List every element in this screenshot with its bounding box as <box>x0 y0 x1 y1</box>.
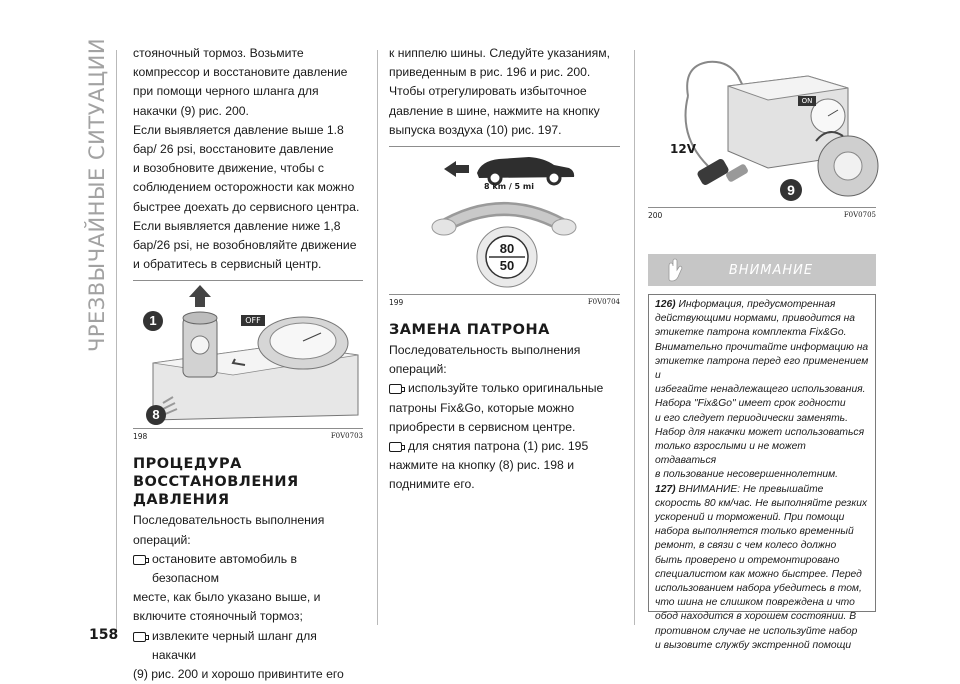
text-line: Набор для накачки может использоваться <box>655 426 865 438</box>
callout-1: 1 <box>143 311 163 331</box>
text-line: скорость 80 км/час. Не выполняйте резких <box>655 497 868 509</box>
text-line: выпуска воздуха (10) рис. 197. <box>389 122 562 137</box>
text-line: операций: <box>133 532 191 547</box>
text-line: Если выявляется давление ниже 1,8 <box>133 218 341 233</box>
text-line: давление в шине, нажмите на кнопку <box>389 103 600 118</box>
text-line: приведенным в рис. 196 и рис. 200. <box>389 65 591 80</box>
text-line: бар/ 26 psi, восстановите давление <box>133 142 334 157</box>
text-line: (9) рис. 200 и хорошо привинтите его <box>133 667 344 682</box>
text-line: операций: <box>389 362 447 377</box>
column-2 <box>389 44 620 495</box>
column-3 <box>648 56 876 220</box>
text-line: соблюдением осторожности как можно <box>133 180 355 195</box>
figure-caption <box>133 432 363 441</box>
warning-note <box>655 298 869 312</box>
figure-top-rule <box>389 146 620 147</box>
text-line: включите стояночный тормоз; <box>133 609 303 624</box>
text-line: Набора "Fix&Go" имеет срок годности <box>655 398 846 410</box>
figure-caption <box>389 298 620 307</box>
speed-label: 8 km / 5 mi <box>484 182 534 192</box>
text-line: бар/26 psi, не возобновляйте движение <box>133 238 357 253</box>
figure-198 <box>133 285 363 425</box>
figure-code: F0V0705 <box>843 211 876 219</box>
list-item-text: для снятия патрона (1) рис. 195 <box>408 439 589 454</box>
section-heading-cartridge-replacement: ЗАМЕНА ПАТРОНА <box>389 322 550 339</box>
text-line: противном случае не используйте набор <box>655 625 858 637</box>
column-divider-2 <box>634 50 635 625</box>
heading-line: ДАВЛЕНИЯ <box>133 492 230 509</box>
text-line: ремонт, в связи с чем колесо должно <box>655 540 837 552</box>
text-line: компрессор и восстановите давление <box>133 65 348 80</box>
text-line: при помощи черного шланга для <box>133 84 319 99</box>
page-number: 158 <box>89 627 119 643</box>
list-item <box>389 437 620 456</box>
figure-code: F0V0703 <box>330 432 363 441</box>
text-line: накачки (9) рис. 200. <box>133 103 249 118</box>
figure-top-rule <box>133 280 363 281</box>
text-line: Последовательность выполнения <box>389 343 581 358</box>
text-line: использованием набора убедитесь в том, <box>655 583 862 595</box>
warning-box <box>648 294 876 651</box>
note-number: 127) <box>655 483 676 495</box>
text-line: в пользование несовершеннолетним. <box>655 469 839 481</box>
text-line: Последовательность выполнения <box>133 513 325 528</box>
compressor-tire-illustration <box>648 56 876 204</box>
text-line: избегайте ненадлежащего использования. <box>655 384 866 396</box>
text-line: набора выполняется только временный <box>655 526 854 538</box>
text-line: приобрести в сервисном центре. <box>389 419 576 434</box>
text-line: Если выявляется давление выше 1.8 <box>133 122 344 137</box>
text-line: быстрее доехать до сервисного центра. <box>133 199 360 214</box>
speed-value-top: 80 <box>499 241 515 257</box>
side-divider <box>116 50 117 630</box>
warning-hand-icon <box>660 257 686 283</box>
text-line: и обратитесь в сервисный центр. <box>133 257 322 272</box>
figure-number: 200 <box>648 211 663 220</box>
figure-200 <box>648 56 876 204</box>
compressor-cartridge-illustration <box>133 285 363 425</box>
heading-line: ПРОЦЕДУРА <box>133 456 242 473</box>
text-line: нажмите на кнопку (8) рис. 198 и <box>389 458 575 473</box>
figure-199 <box>389 149 620 291</box>
note-number: 126) <box>655 299 676 310</box>
off-label: OFF <box>245 316 261 326</box>
text-line: ускорений и торможений. При помощи <box>655 512 845 524</box>
on-label: ON <box>801 97 813 105</box>
text-line: только взрослыми и не может отдаваться <box>655 441 806 467</box>
text-line: Чтобы отрегулировать избыточное <box>389 84 587 99</box>
text-line: месте, как было указано выше, и <box>133 590 321 605</box>
speed-value-bottom: 50 <box>499 258 515 274</box>
cartridge-text <box>389 341 620 495</box>
warning-note <box>655 483 869 497</box>
heading-line: ВОССТАНОВЛЕНИЯ <box>133 474 299 491</box>
text-line: к ниппелю шины. Следуйте указаниям, <box>389 46 610 60</box>
text-line: этикетке патрона перед его применением и <box>655 355 869 382</box>
section-heading-pressure-restore <box>133 455 363 509</box>
figure-caption <box>648 211 876 220</box>
text-line: Внимательно прочитайте информацию на <box>655 341 869 353</box>
warning-banner <box>648 254 876 286</box>
text-line: и его следует периодически заменять. <box>655 412 848 424</box>
text-line: этикетке патрона комплекта Fix&Go. <box>655 327 847 339</box>
text-line: стояночный тормоз. Возьмите <box>133 46 304 60</box>
text-line: действующими нормами, приводится на <box>655 313 856 325</box>
column-1 <box>133 44 363 684</box>
list-item <box>389 379 620 398</box>
section-side-title <box>82 37 112 353</box>
figure-code: F0V0704 <box>587 298 620 307</box>
list-item-text: используйте только оригинальные <box>408 381 604 396</box>
text-line: обод находится в хорошем состоянии. В <box>655 611 857 623</box>
list-item <box>133 627 363 665</box>
note-text: Информация, предусмотренная <box>675 299 836 310</box>
text-line: что шина не слишком повреждена и что <box>655 597 855 609</box>
figure-caption-rule <box>648 207 876 208</box>
procedure-text <box>133 511 363 684</box>
text-line: поднимите его. <box>389 477 475 492</box>
column-divider-1 <box>377 50 378 625</box>
warning-title: ВНИМАНИЕ <box>728 262 814 278</box>
text-line: специалистом как можно быстрее. Перед <box>655 568 862 580</box>
figure-number: 199 <box>389 298 404 308</box>
figure-number: 198 <box>133 432 148 442</box>
list-item-text: извлеките черный шланг для накачки <box>152 628 317 662</box>
text-line: и вызовите службу экстренной помощи <box>655 639 852 651</box>
section-side-title-text: ЧРЕЗВЫЧАЙНЫЕ СИТУАЦИИ <box>85 37 110 353</box>
callout-9: 9 <box>780 179 802 201</box>
figure-caption-rule <box>389 294 620 295</box>
text-line: и возобновите движение, чтобы с <box>133 161 324 176</box>
column-2-intro-text <box>389 44 620 140</box>
figure-caption-rule <box>133 428 363 429</box>
text-line: патроны Fix&Go, которые можно <box>389 400 575 415</box>
text-line: быть проверено и отремонтировано <box>655 554 840 566</box>
bullet-icon <box>133 555 146 565</box>
bullet-icon <box>389 384 402 394</box>
list-item <box>133 550 363 588</box>
list-item-text: остановите автомобиль в безопасном <box>152 551 297 586</box>
bullet-icon <box>389 442 402 452</box>
bullet-icon <box>133 632 146 642</box>
column-1-intro-text <box>133 44 363 274</box>
callout-8: 8 <box>146 405 166 425</box>
voltage-label: 12V <box>670 142 696 156</box>
note-text: ВНИМАНИЕ: Не превышайте <box>675 483 824 495</box>
